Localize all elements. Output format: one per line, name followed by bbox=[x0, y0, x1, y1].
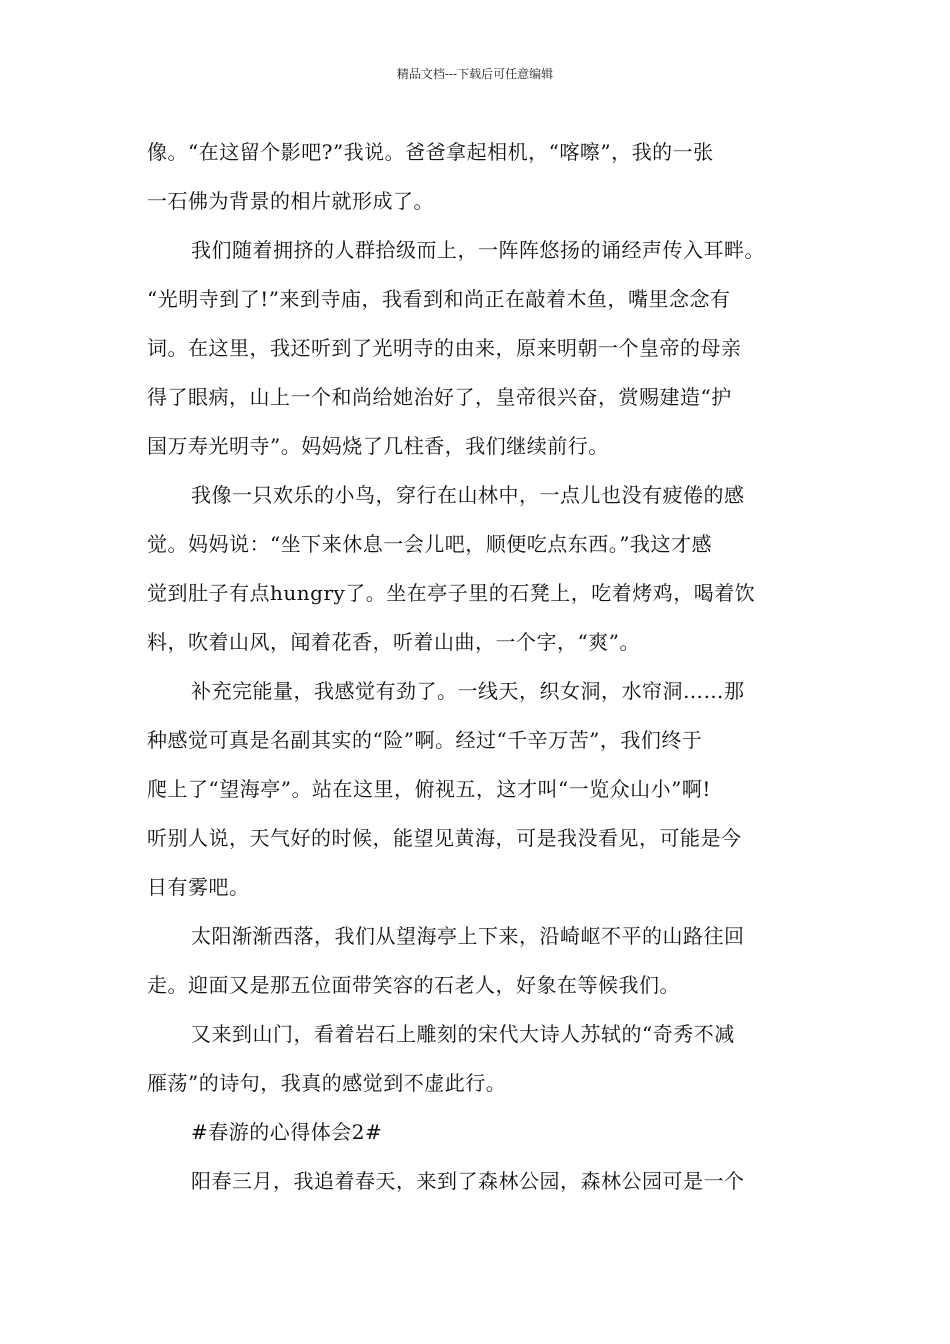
text-line: 觉。妈妈说：“坐下来休息一会儿吧，顺便吃点东西。”我这才感 bbox=[147, 532, 712, 556]
text-line: 像。“在这留个影吧?”我说。爸爸拿起相机，“喀嚓”，我的一张 bbox=[147, 140, 714, 164]
text-line: 觉到肚子有点hungry了。坐在亭子里的石凳上，吃着烤鸡，喝着饮 bbox=[147, 581, 756, 605]
text-line: 国万寿光明寺”。妈妈烧了几柱香，我们继续前行。 bbox=[147, 434, 609, 458]
text-line: 听别人说，天气好的时候，能望见黄海，可是我没看见，可能是今 bbox=[147, 826, 742, 850]
paragraph-start-line: 阳春三月，我追着春天，来到了森林公园，森林公园可是一个 bbox=[191, 1169, 745, 1193]
text-line: 雁荡”的诗句，我真的感觉到不虚此行。 bbox=[147, 1071, 507, 1095]
page-header: 精品文档---下载后可任意编辑 bbox=[396, 67, 554, 81]
paragraph-start-line: 太阳渐渐西落，我们从望海亭上下来，沿崎岖不平的山路往回 bbox=[191, 924, 745, 948]
text-line: 走。迎面又是那五位面带笑容的石老人，好象在等候我们。 bbox=[147, 973, 680, 997]
section-heading: #春游的心得体会2# bbox=[191, 1120, 383, 1144]
document-body bbox=[147, 132, 817, 1210]
text-line: 得了眼病，山上一个和尚给她治好了，皇帝很兴奋，赏赐建造“护 bbox=[147, 385, 732, 409]
text-line: 种感觉可真是名副其实的“险”啊。经过“千辛万苦”，我们终于 bbox=[147, 728, 703, 752]
text-line: 词。在这里，我还听到了光明寺的由来，原来明朝一个皇帝的母亲 bbox=[147, 336, 742, 360]
paragraph-start-line: 我像一只欢乐的小鸟，穿行在山林中，一点儿也没有疲倦的感 bbox=[191, 483, 745, 507]
paragraph-start-line: 我们随着拥挤的人群拾级而上，一阵阵悠扬的诵经声传入耳畔。 bbox=[191, 238, 765, 262]
text-line: 日有雾吧。 bbox=[147, 875, 250, 899]
text-line: 一石佛为背景的相片就形成了。 bbox=[147, 189, 434, 213]
text-line: 料，吹着山风，闻着花香，听着山曲，一个字，“爽”。 bbox=[147, 630, 640, 654]
text-line: 爬上了“望海亭”。站在这里，俯视五，这才叫“一览众山小”啊! bbox=[147, 777, 711, 801]
paragraph-start-line: 又来到山门，看着岩石上雕刻的宋代大诗人苏轼的“奇秀不减 bbox=[191, 1022, 735, 1046]
text-line: “光明寺到了!”来到寺庙，我看到和尚正在敲着木鱼，嘴里念念有 bbox=[147, 287, 731, 311]
paragraph-start-line: 补充完能量，我感觉有劲了。一线天，织女洞，水帘洞……那 bbox=[191, 679, 745, 703]
